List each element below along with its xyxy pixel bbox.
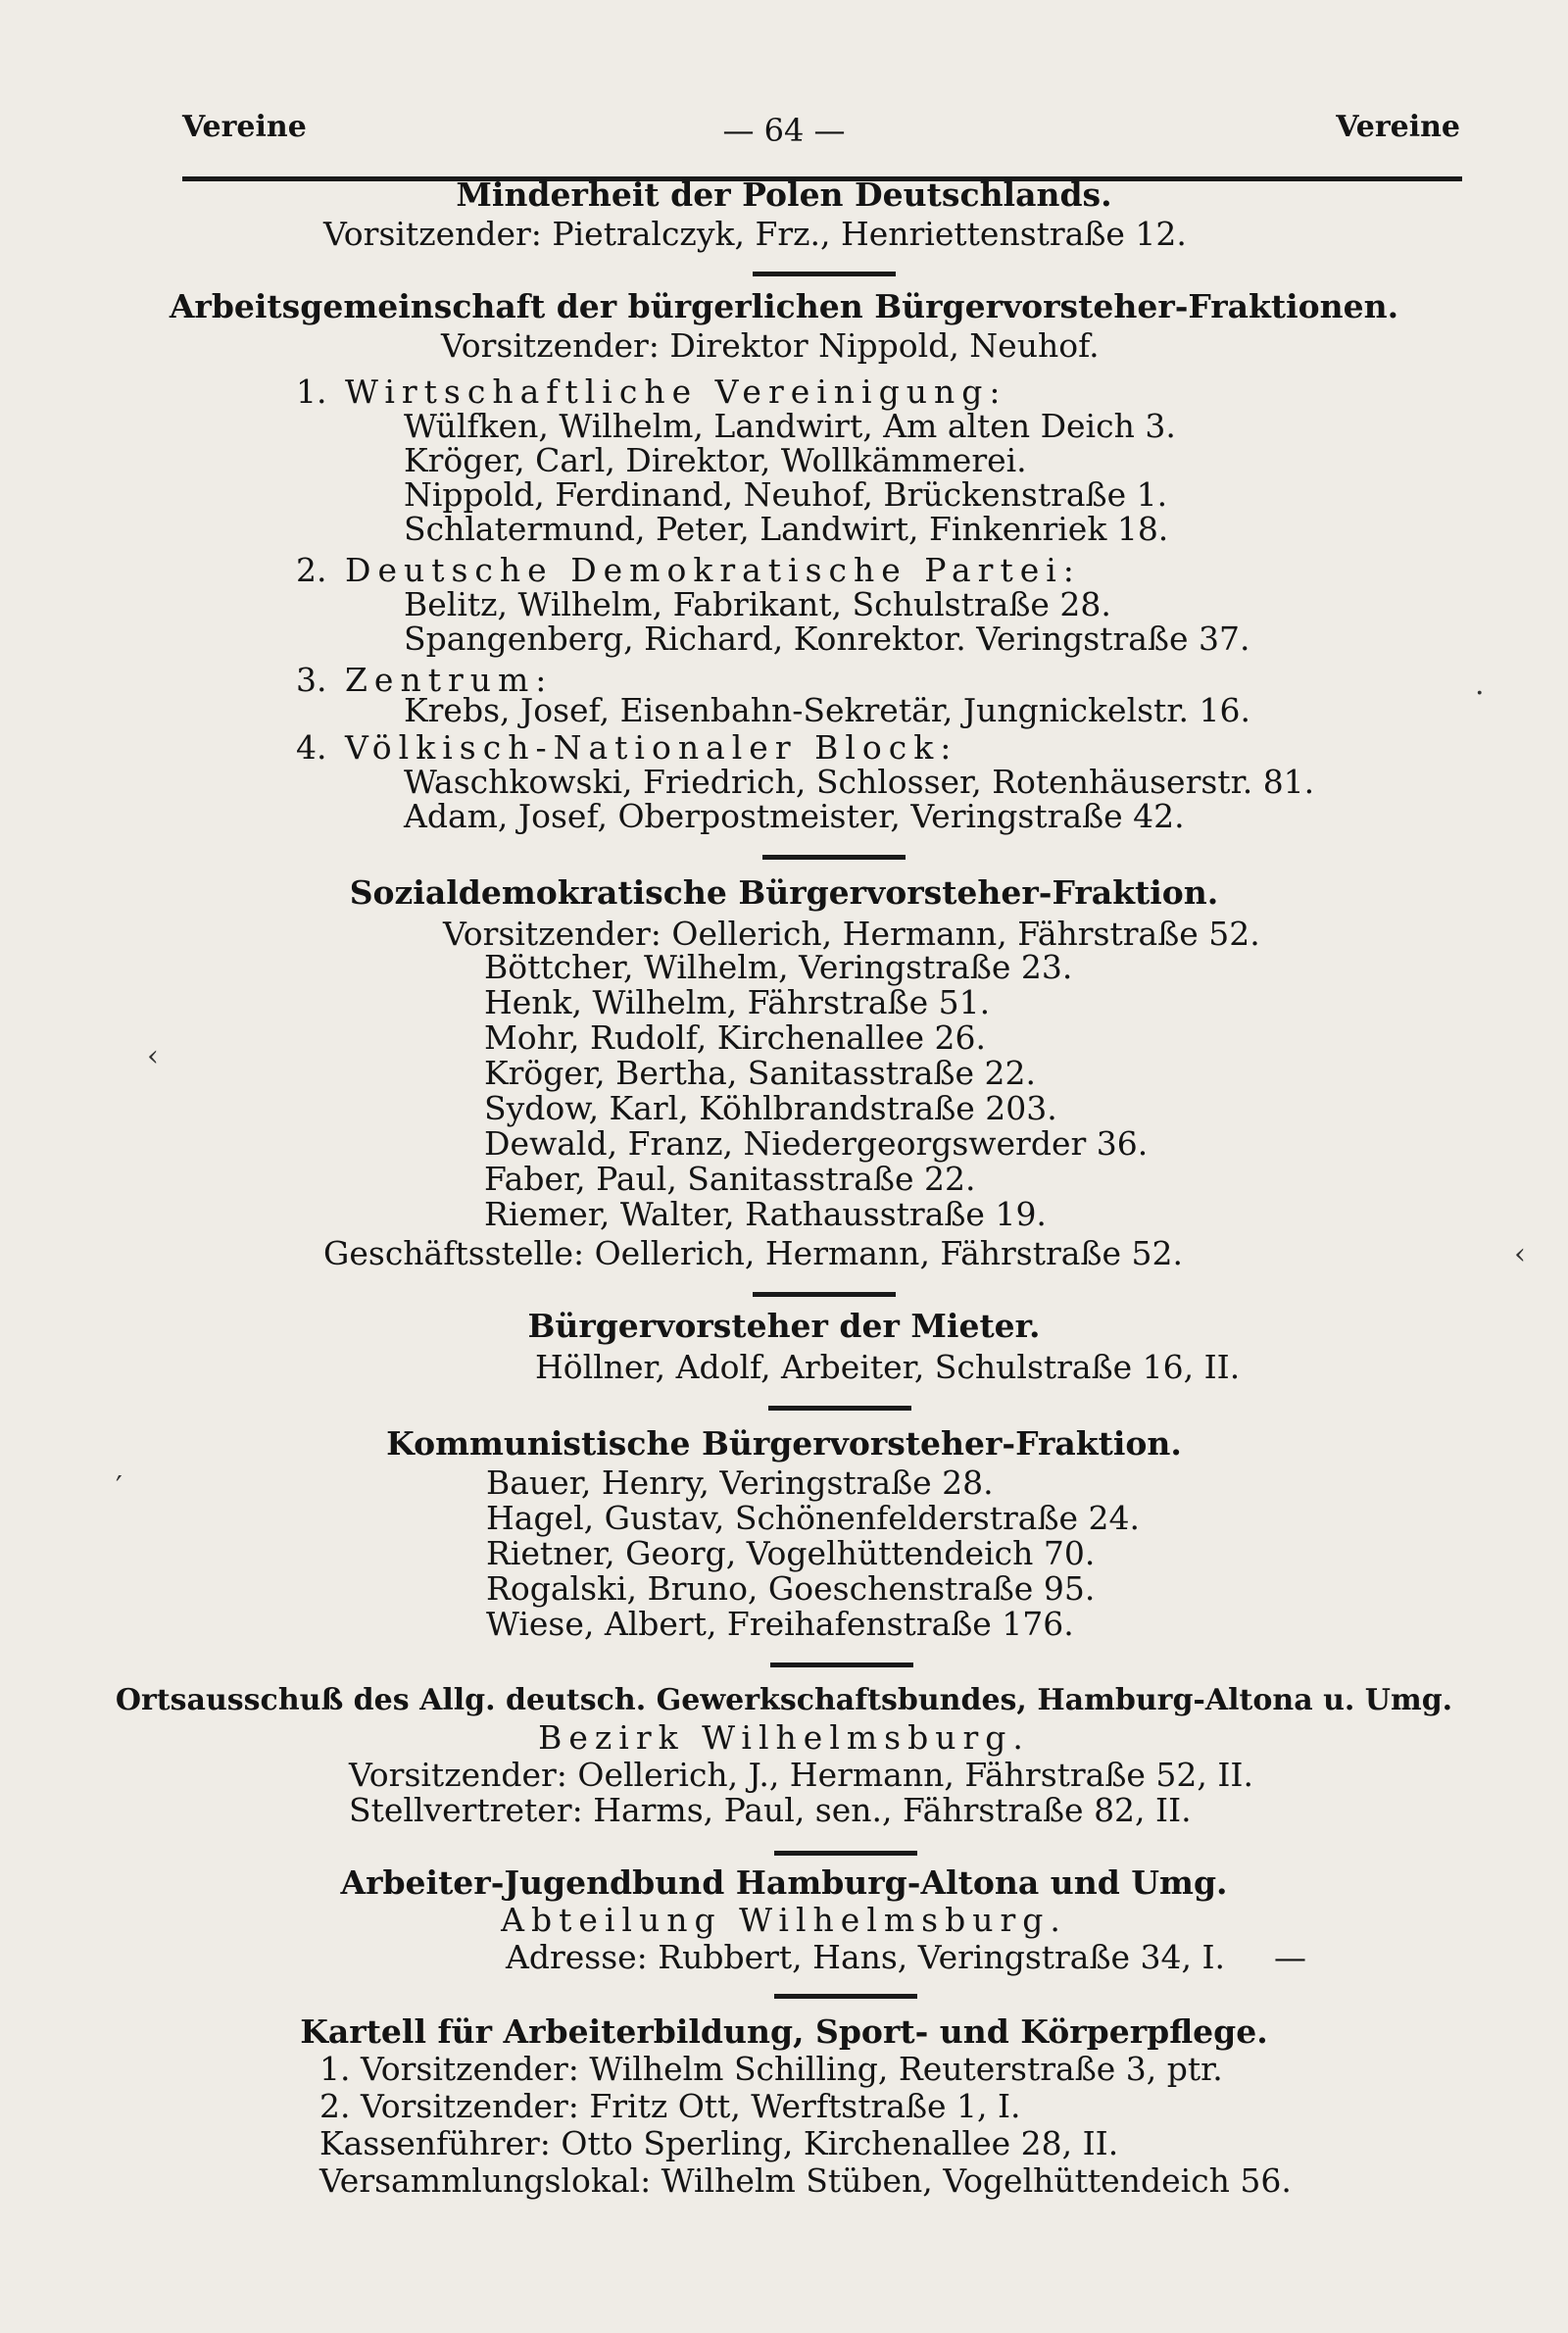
section-divider (774, 1851, 917, 1856)
member-line: Versammlungslokal: Wilhelm Stüben, Vogelhüttendeich 56. (319, 2161, 1292, 2200)
group-number: 1. (296, 372, 327, 411)
scan-mark: ‹ (147, 1039, 159, 1073)
section-divider (753, 1292, 896, 1297)
scan-mark: ‹ (1514, 1237, 1526, 1271)
member-line: Mohr, Rudolf, Kirchenallee 26. (484, 1018, 987, 1057)
group-number: 2. (296, 551, 327, 589)
member-line: Nippold, Ferdinand, Neuhof, Brückenstraße 1. (404, 475, 1168, 514)
section-divider (770, 1663, 913, 1667)
group-name: Deutsche Demokratische Partei: (345, 551, 1081, 589)
member-line: Spangenberg, Richard, Konrektor. Veringstraße 37. (404, 620, 1250, 658)
section-title: Arbeitsgemeinschaft der bürgerlichen Bürgervorsteher-Fraktionen. (169, 287, 1399, 325)
scan-mark: · (1475, 676, 1485, 711)
member-line: Kröger, Bertha, Sanitasstraße 22. (484, 1054, 1036, 1092)
member-line: 1. Vorsitzender: Wilhelm Schilling, Reuterstraße 3, ptr. (319, 2050, 1223, 2088)
member-line: Böttcher, Wilhelm, Veringstraße 23. (484, 948, 1073, 986)
member-line: Wiese, Albert, Freihafenstraße 176. (486, 1605, 1074, 1643)
member-line: Höllner, Adolf, Arbeiter, Schulstraße 16, II. (535, 1348, 1241, 1386)
running-header-left: Vereine (182, 110, 307, 144)
running-header-right: Vereine (1336, 110, 1460, 144)
member-line: Bauer, Henry, Veringstraße 28. (486, 1464, 994, 1502)
page-number: — 64 — (722, 112, 846, 149)
section-title: Ortsausschuß des Allg. deutsch. Gewerkschaftsbundes, Hamburg-Altona u. Umg. (115, 1683, 1453, 1717)
member-line: Kassenführer: Otto Sperling, Kirchenallee 28, II. (319, 2124, 1119, 2162)
member-line: Rietner, Georg, Vogelhüttendeich 70. (486, 1534, 1096, 1572)
chair-line: Vorsitzender: Oellerich, J., Hermann, Fährstraße 52, II. (349, 1756, 1253, 1794)
member-line: Riemer, Walter, Rathausstraße 19. (484, 1195, 1047, 1233)
member-line: Faber, Paul, Sanitasstraße 22. (484, 1160, 976, 1198)
member-line: Belitz, Wilhelm, Fabrikant, Schulstraße 28. (404, 585, 1111, 623)
member-line: Rogalski, Bruno, Goeschenstraße 95. (486, 1569, 1096, 1608)
member-line: Krebs, Josef, Eisenbahn-Sekretär, Jungnickelstr. 16. (404, 691, 1250, 729)
member-line: 2. Vorsitzender: Fritz Ott, Werftstraße 1, I. (319, 2087, 1021, 2125)
group-name: Zentrum: (345, 661, 554, 699)
member-line: Henk, Wilhelm, Fährstraße 51. (484, 983, 991, 1021)
member-line: Schlatermund, Peter, Landwirt, Finkenriek 18. (404, 510, 1169, 548)
section-title: Minderheit der Polen Deutschlands. (456, 175, 1112, 214)
address-line: Adresse: Rubbert, Hans, Veringstraße 34, I. (506, 1938, 1226, 1976)
member-line: Hagel, Gustav, Schönenfelderstraße 24. (486, 1499, 1140, 1537)
section-title: Bürgervorsteher der Mieter. (527, 1307, 1041, 1345)
member-line: Wülfken, Wilhelm, Landwirt, Am alten Deich 3. (404, 407, 1176, 445)
member-line: Waschkowski, Friedrich, Schlosser, Rotenhäuserstr. 81. (404, 763, 1315, 801)
group-number: 3. (296, 661, 327, 699)
chair-line: Vorsitzender: Oellerich, Hermann, Fährstraße 52. (443, 915, 1260, 953)
section-divider (774, 1994, 917, 1999)
trailing-dash: — (1274, 1938, 1306, 1976)
group-number: 4. (296, 728, 327, 767)
section-title: Kartell für Arbeiterbildung, Sport- und Körperpflege. (300, 2012, 1268, 2051)
member-line: Kröger, Carl, Direktor, Wollkämmerei. (404, 441, 1027, 479)
section-title: Arbeiter-Jugendbund Hamburg-Altona und Umg. (340, 1863, 1228, 1902)
member-line: Adam, Josef, Oberpostmeister, Veringstraße 42. (404, 797, 1185, 835)
section-title: Sozialdemokratische Bürgervorsteher-Fraktion. (349, 873, 1219, 912)
member-line: Dewald, Franz, Niedergeorgswerder 36. (484, 1124, 1149, 1163)
section-divider (753, 272, 896, 276)
section-divider (768, 1406, 911, 1411)
scan-mark: ′ (116, 1470, 122, 1505)
member-line: Sydow, Karl, Köhlbrandstraße 203. (484, 1089, 1057, 1127)
deputy-line: Stellvertreter: Harms, Paul, sen., Fährstraße 82, II. (349, 1791, 1192, 1829)
group-name: Völkisch-Nationaler Block: (345, 728, 958, 767)
chair-line: Vorsitzender: Direktor Nippold, Neuhof. (441, 326, 1100, 365)
group-name: Wirtschaftliche Vereinigung: (345, 372, 1007, 411)
chair-line: Vorsitzender: Pietralczyk, Frz., Henriettenstraße 12. (323, 215, 1187, 253)
section-divider (762, 855, 906, 860)
department-line: Abteilung Wilhelmsburg. (501, 1901, 1067, 1939)
office-line: Geschäftsstelle: Oellerich, Hermann, Fährstraße 52. (323, 1234, 1183, 1272)
district-line: Bezirk Wilhelmsburg. (538, 1718, 1030, 1757)
section-title: Kommunistische Bürgervorsteher-Fraktion. (386, 1424, 1182, 1463)
